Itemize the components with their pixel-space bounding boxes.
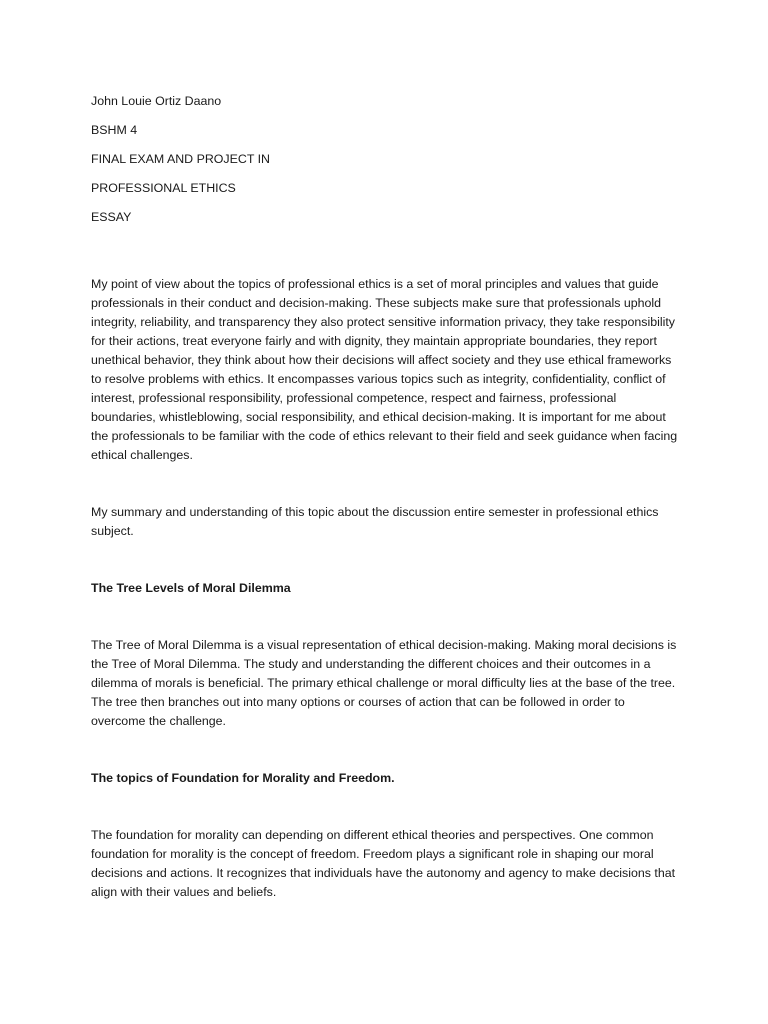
subject-title: PROFESSIONAL ETHICS [91,181,236,195]
spacer [91,541,681,579]
section-body-moral-dilemma: The Tree of Moral Dilemma is a visual representation of ethical decision-making. Making moral decisions is the Tree of Moral Dilemma. The study and understanding the different choices and their outcomes in a dilemma of morals is beneficial. The primary ethical challenge or moral difficulty lies at the base of the tree. The tree then branches out into many options or courses of action that can be followed in order to overcome the challenge. [91,638,677,728]
section-heading-moral-dilemma: The Tree Levels of Moral Dilemma [91,581,291,595]
spacer [91,237,681,275]
spacer [91,731,681,769]
spacer [91,598,681,636]
intro-paragraph: My point of view about the topics of professional ethics is a set of moral principles and values that guide professionals in their conduct and decision-making. These subjects make sure that professionals uphold integrity, reliability, and transparency they also protect sensitive information privacy, they take responsibility for their actions, treat everyone fairly and with dignity, they maintain appropriate boundaries, they report unethical behavior, they think about how their decisions will affect society and they use ethical frameworks to resolve problems with ethics. It encompasses various topics such as integrity, confidentiality, conflict of interest, professional responsibility, professional competence, respect and fairness, professional boundaries, whistleblowing, social responsibility, and ethical decision-making. It is important for me about the professionals to be familiar with the code of ethics relevant to their field and seek guidance when facing ethical challenges. [91,277,678,462]
spacer [91,465,681,503]
author-name: John Louie Ortiz Daano [91,94,222,108]
course-label: BSHM 4 [91,123,138,137]
section-body-morality-freedom: The foundation for morality can depending on different ethical theories and perspectives. One common foundation for morality is the concept of freedom. Freedom plays a significant role in shaping our moral decisions and actions. It recognizes that individuals have the autonomy and agency to make decisions that align with their values and beliefs. [91,828,676,899]
document-type: ESSAY [91,210,132,224]
section-heading-morality-freedom: The topics of Foundation for Morality and Freedom. [91,771,395,785]
document-content [91,92,681,902]
exam-title: FINAL EXAM AND PROJECT IN [91,152,271,166]
spacer [91,788,681,826]
summary-paragraph: My summary and understanding of this topic about the discussion entire semester in professional ethics subject. [91,505,659,538]
